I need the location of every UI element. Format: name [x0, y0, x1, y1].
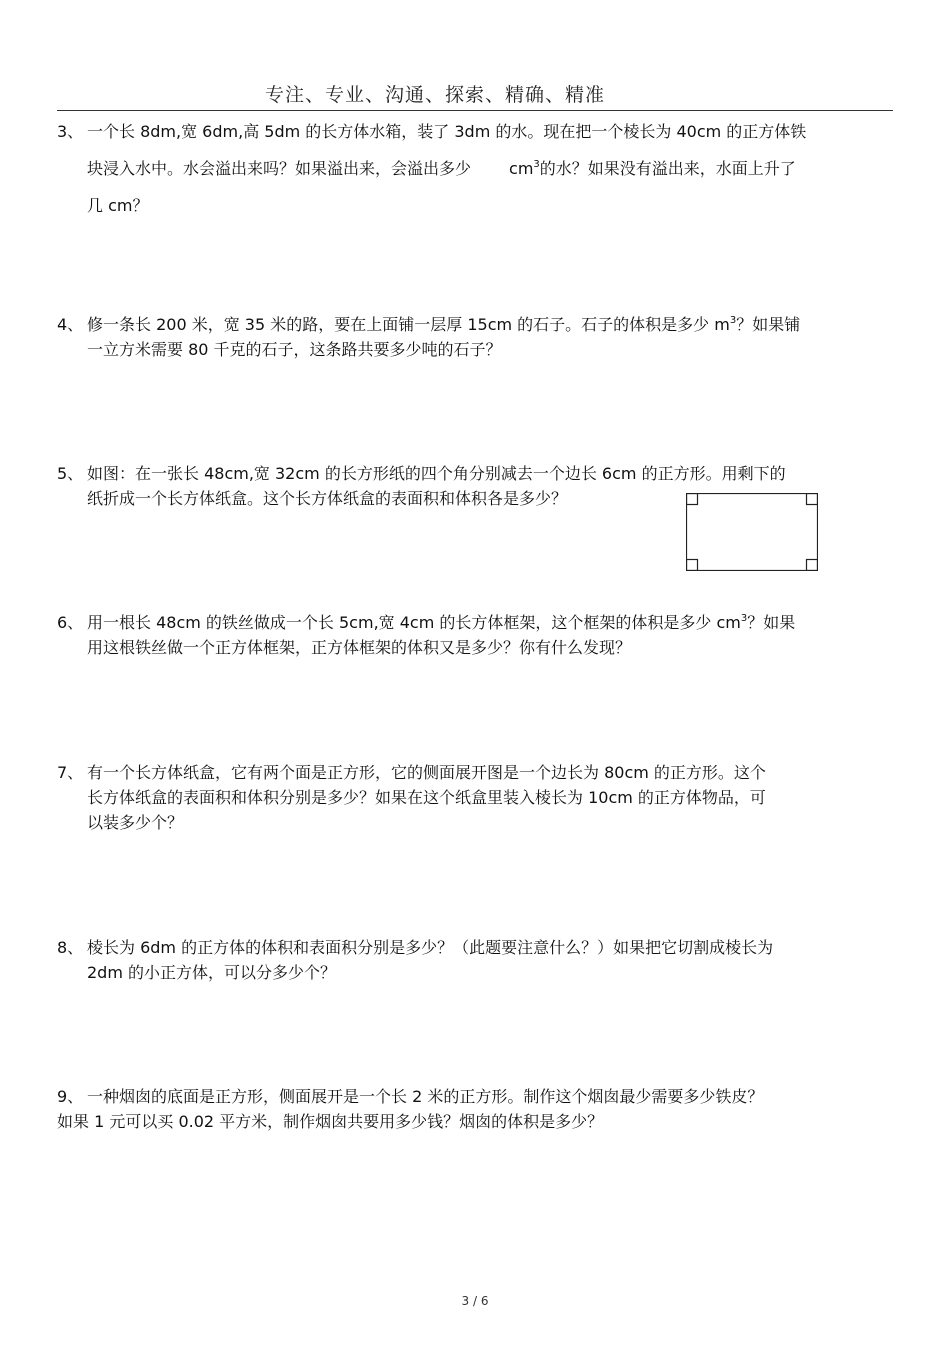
paper-outline	[687, 494, 818, 571]
question-7-line-2	[57, 785, 893, 810]
question-4-line-1	[57, 312, 893, 337]
question-3-line-2	[57, 150, 893, 187]
question-text: 棱长为 6dm 的正方体的体积和表面积分别是多少？（此题要注意什么？）如果把它切割成棱长为	[87, 938, 774, 957]
question-text: 修一条长 200 米，宽 35 米的路，要在上面铺一层厚 15cm 的石子。石子的体积是多少 m	[87, 315, 730, 334]
question-9-line-2	[57, 1109, 893, 1134]
corner-square-bottom-right	[807, 560, 818, 571]
question-text: 如果 1 元可以买 0.02 平方米，制作烟囱共要用多少钱？烟囱的体积是多少？	[57, 1112, 604, 1131]
question-number: 4、	[57, 315, 84, 334]
corner-square-top-right	[807, 494, 818, 505]
question-8	[57, 935, 893, 985]
question-text: 块浸入水中。水会溢出来吗？如果溢出来，会溢出多少	[87, 159, 472, 178]
question-9	[57, 1084, 893, 1134]
question-3-line-1	[57, 113, 893, 150]
question-8-line-1	[57, 935, 893, 960]
question-text: 有一个长方体纸盒，它有两个面是正方形，它的侧面展开图是一个边长为 80cm 的正方形。这个	[87, 763, 766, 782]
question-5-line-1	[57, 461, 893, 486]
question-4-line-2	[57, 337, 893, 362]
paper-with-cut-corners-diagram	[686, 493, 818, 571]
question-text: 一种烟囱的底面是正方形，侧面展开是一个长 2 米的正方形。制作这个烟囱最少需要多少铁皮？	[87, 1087, 764, 1106]
corner-square-top-left	[687, 494, 698, 505]
question-7-line-1	[57, 760, 893, 785]
superscript: 3	[533, 158, 540, 170]
unit-text: cm	[509, 159, 534, 178]
question-6-line-1	[57, 610, 893, 635]
superscript: 3	[740, 612, 748, 624]
question-text: ？如果	[747, 613, 796, 632]
question-4	[57, 312, 893, 362]
question-3	[57, 113, 893, 224]
question-text: ？如果铺	[736, 315, 801, 334]
question-text: 用一根长 48cm 的铁丝做成一个长 5cm,宽 4cm 的长方体框架，这个框架的体积是多少 cm	[87, 613, 741, 632]
header-rule	[57, 110, 893, 111]
question-text: 的水？如果没有溢出来，水面上升了	[539, 159, 796, 178]
question-number: 5、	[57, 464, 84, 483]
page-number: 3 / 6	[461, 1294, 489, 1308]
question-number: 8、	[57, 938, 84, 957]
question-text: 一个长 8dm,宽 6dm,高 5dm 的长方体水箱，装了 3dm 的水。现在把一个棱长为 40cm 的正方体铁	[87, 122, 807, 141]
question-number: 7、	[57, 763, 84, 782]
question-text: 几 cm？	[87, 196, 149, 215]
question-text: 用这根铁丝做一个正方体框架，正方体框架的体积又是多少？你有什么发现？	[87, 638, 632, 657]
question-number: 9、	[57, 1087, 84, 1106]
question-6	[57, 610, 893, 660]
page-header: 专注、专业、沟通、探索、精确、精准	[264, 84, 605, 106]
superscript: 3	[729, 314, 737, 326]
question-9-line-1	[57, 1084, 893, 1109]
question-7	[57, 760, 893, 835]
question-text: 2dm 的小正方体，可以分多少个？	[87, 963, 337, 982]
question-number: 6、	[57, 613, 84, 632]
question-7-line-3	[57, 810, 893, 835]
question-text: 以装多少个？	[87, 813, 184, 832]
question-3-line-3	[57, 187, 893, 224]
question-text: 纸折成一个长方体纸盒。这个长方体纸盒的表面积和体积各是多少？	[87, 489, 568, 508]
corner-square-bottom-left	[687, 560, 698, 571]
question-number: 3、	[57, 122, 84, 141]
question-6-line-2	[57, 635, 893, 660]
question-text: 如图：在一张长 48cm,宽 32cm 的长方形纸的四个角分别减去一个边长 6cm 的正方形。用剩下的	[87, 464, 786, 483]
question-8-line-2	[57, 960, 893, 985]
question-text: 长方体纸盒的表面积和体积分别是多少？如果在这个纸盒里装入棱长为 10cm 的正方体物品，可	[87, 788, 766, 807]
question-text: 一立方米需要 80 千克的石子，这条路共要多少吨的石子？	[87, 340, 502, 359]
